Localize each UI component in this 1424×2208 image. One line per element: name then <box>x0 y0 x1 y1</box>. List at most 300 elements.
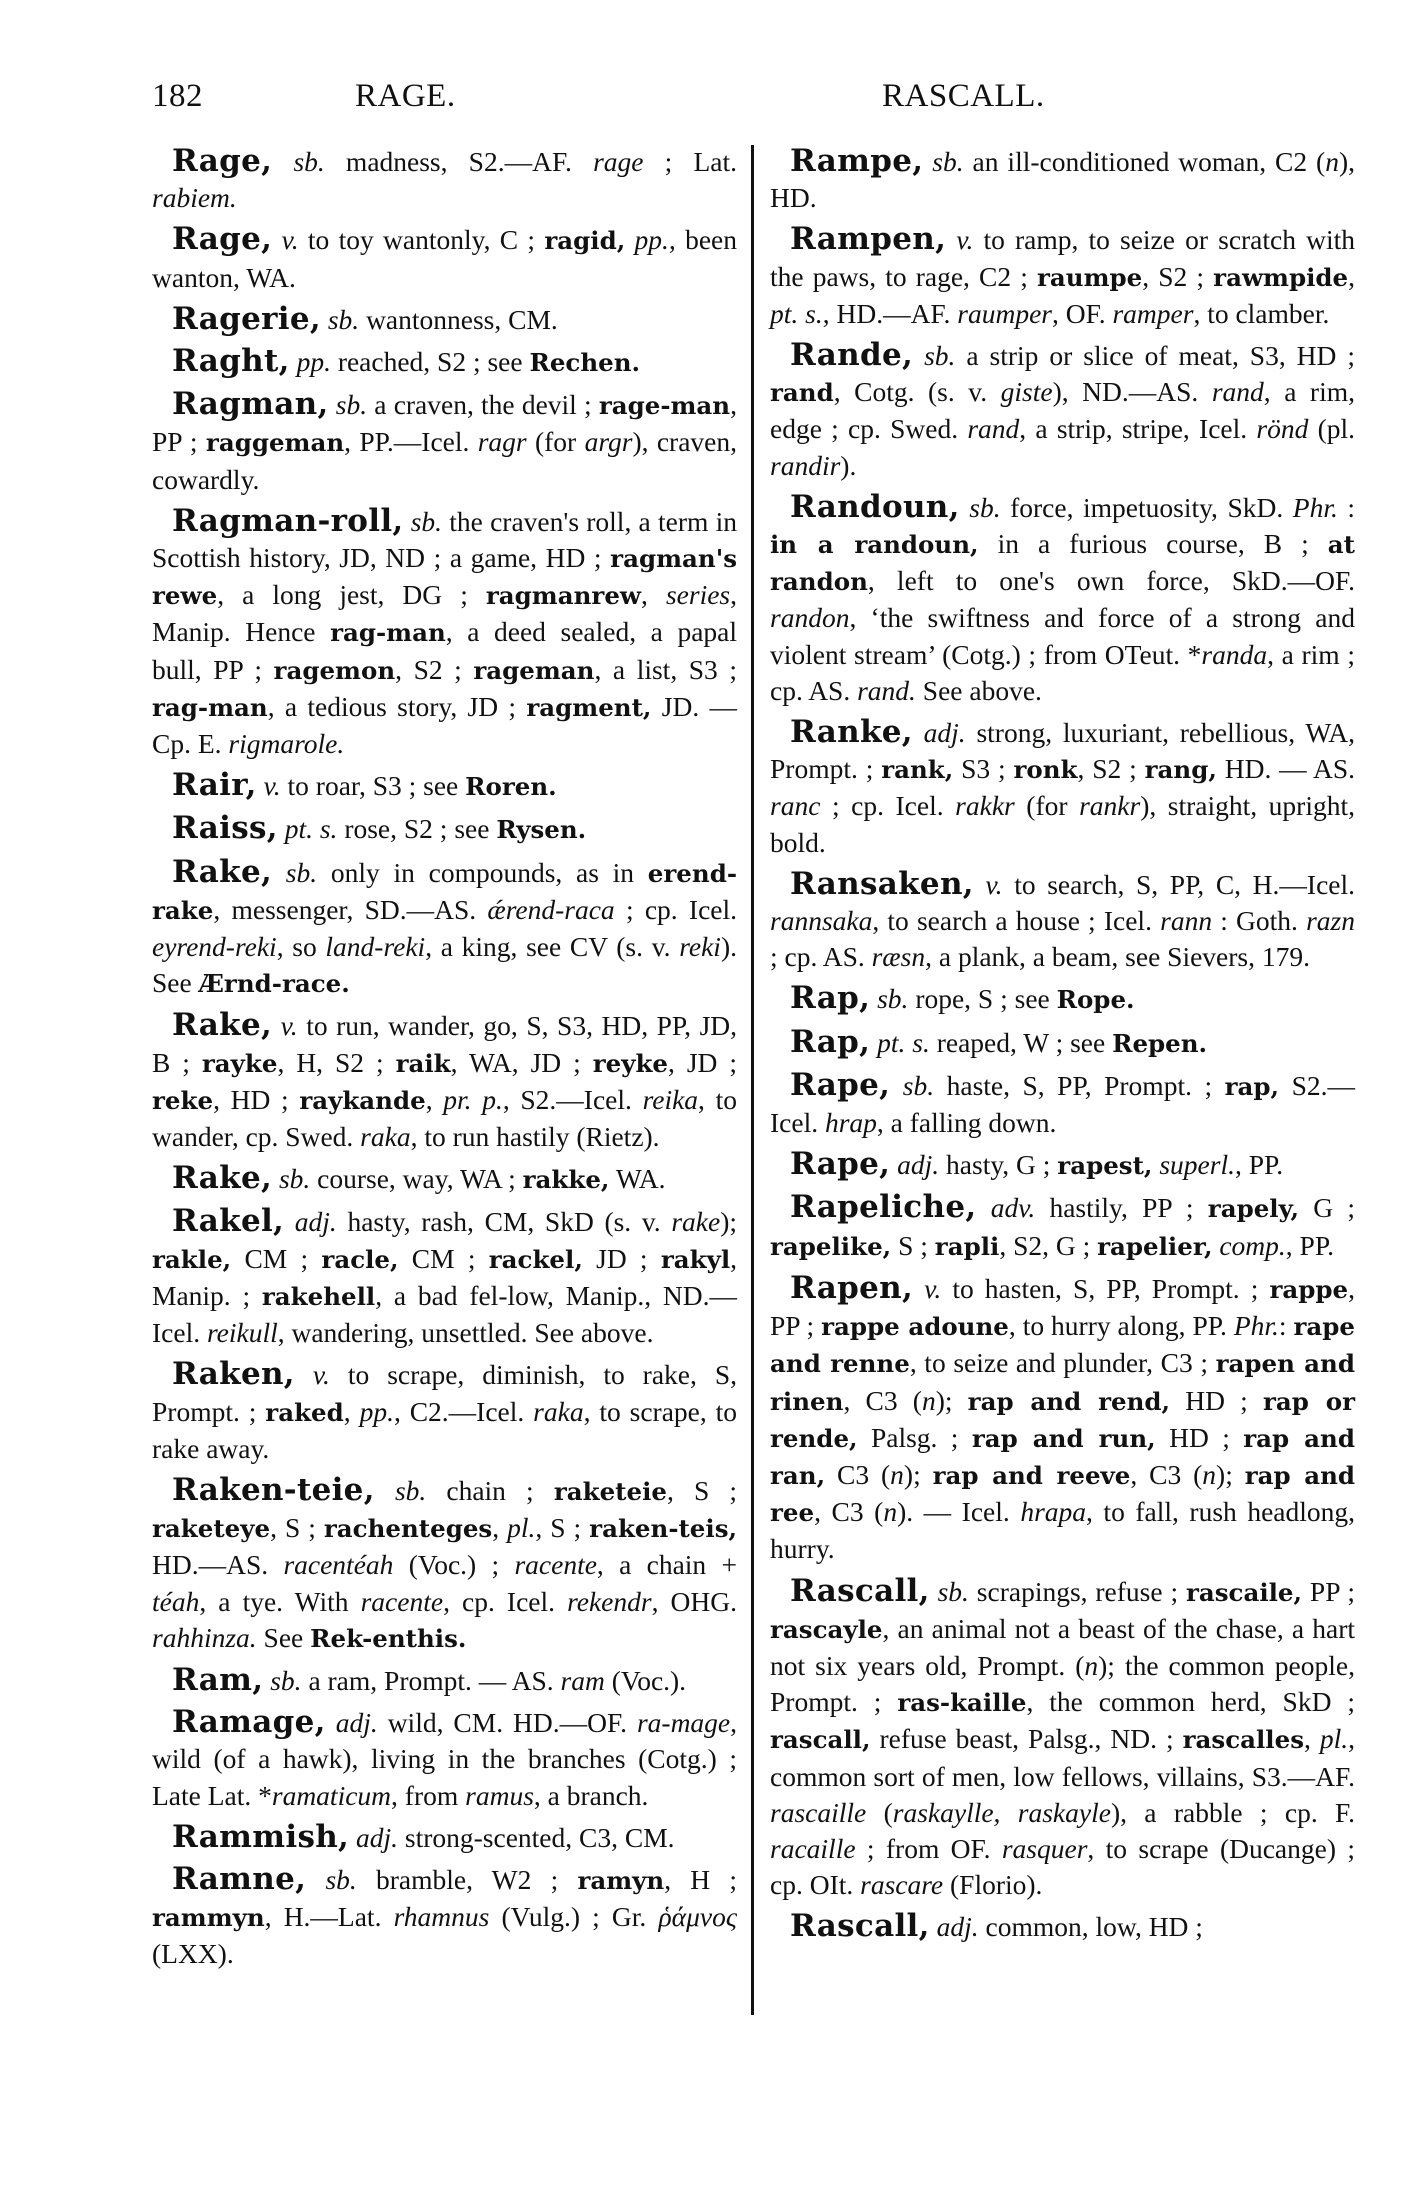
body-text: an ill-conditioned woman, C2 ( <box>963 146 1326 177</box>
dictionary-entry <box>152 503 737 762</box>
body-text: , HD ; <box>213 1083 300 1115</box>
body-text: wild, CM. HD.—OF. <box>377 1707 637 1739</box>
body-text: , a falling down. <box>876 1107 1057 1139</box>
italic-text: hrap <box>824 1107 877 1139</box>
bold-form: rap and reeve <box>932 1460 1131 1490</box>
bold-form: rapen and rinen <box>770 1349 1355 1416</box>
body-text: , a king, see CV (s. v. <box>425 931 680 963</box>
headword: Rage, <box>172 143 273 179</box>
dictionary-entry <box>770 1573 1355 1904</box>
italic-text: randa <box>1201 638 1268 670</box>
body-text <box>284 1206 295 1237</box>
bold-form: rap and ree <box>770 1460 1356 1528</box>
bold-form: rag-man <box>152 692 268 722</box>
italic-text: ræsn <box>871 941 926 973</box>
bold-form: ras-kaille <box>897 1688 1027 1718</box>
column-divider <box>751 145 754 2015</box>
italic-text: sb. <box>877 983 909 1015</box>
italic-text: rigmarole. <box>228 728 345 760</box>
body-text <box>930 1576 938 1607</box>
italic-text: raka <box>360 1121 411 1153</box>
bold-form: ronk <box>1013 755 1078 785</box>
body-text: the craven's roll, a term in Scottish history, JD, ND ; a game, HD ; <box>152 505 737 574</box>
headword: Raiss, <box>172 810 278 847</box>
body-text <box>295 1359 313 1390</box>
bold-form: raketeie <box>553 1476 667 1506</box>
bold-form: ragman's rewe <box>152 544 737 611</box>
body-text: , wandering, unsettled. See above. <box>277 1317 654 1349</box>
headword: Rake, <box>172 853 273 890</box>
italic-text: sb. <box>937 1575 969 1607</box>
body-text <box>278 813 285 844</box>
body-text: , <box>641 579 666 611</box>
body-text: , messenger, SD.—AS. <box>213 893 488 925</box>
italic-text: rekendr <box>567 1585 652 1617</box>
dictionary-entry <box>152 301 737 338</box>
headword: Raght, <box>172 343 290 380</box>
body-text: course, way, WA ; <box>310 1163 523 1195</box>
body-text: (Voc.). <box>604 1664 687 1696</box>
body-text: , H.—Lat. <box>264 1901 394 1933</box>
body-text: , a tedious story, JD ; <box>267 690 527 722</box>
italic-text: razn <box>1306 905 1355 937</box>
body-text: , to hurry along, PP. <box>1008 1310 1234 1342</box>
body-text: , <box>425 1083 444 1115</box>
body-text: : <box>1337 491 1356 523</box>
body-text: ; cp. Icel. <box>820 790 956 822</box>
dictionary-entry <box>770 1908 1355 1945</box>
body-text: , OF. <box>1052 297 1113 329</box>
bold-form: rayke <box>201 1048 278 1078</box>
italic-text: racaille <box>770 1832 856 1864</box>
italic-text: sb. <box>394 1474 427 1506</box>
body-text: scrapings, refuse ; <box>968 1575 1186 1607</box>
body-text: See above. <box>915 674 1042 706</box>
headword: Rap, <box>790 1023 871 1060</box>
italic-text: sb. <box>924 340 956 372</box>
italic-text: adv. <box>990 1192 1036 1224</box>
bold-form: rappe adoune <box>821 1312 1009 1342</box>
italic-text: pr. p. <box>443 1083 503 1115</box>
body-text: , C2.—Icel. <box>393 1395 534 1427</box>
body-text <box>272 224 281 255</box>
body-text: , Cotg. (s. v. <box>833 376 1001 408</box>
dictionary-entry <box>152 143 737 216</box>
italic-text: n <box>921 1384 936 1416</box>
dictionary-entry <box>152 1704 737 1814</box>
body-text: rose, S2 ; see <box>337 813 497 845</box>
dictionary-entry <box>770 1146 1355 1184</box>
italic-text: pp. <box>359 1395 394 1427</box>
italic-text: sb. <box>270 1664 302 1696</box>
body-text: ). — Icel. <box>897 1496 1021 1528</box>
headword: Ragman, <box>172 386 329 423</box>
italic-text: comp. <box>1219 1229 1286 1261</box>
italic-text: sb. <box>285 856 318 888</box>
italic-text: reikull <box>206 1317 278 1349</box>
italic-text: Phr. <box>1292 491 1338 523</box>
dictionary-entry <box>152 1007 737 1155</box>
headword: Rakel, <box>172 1203 285 1240</box>
italic-text: rand <box>967 413 1020 445</box>
italic-text: rankr <box>1079 790 1141 822</box>
body-text <box>923 146 932 177</box>
headword: Rake, <box>172 1160 273 1197</box>
italic-text: adj. <box>936 1911 979 1943</box>
body-text: wantonness, CM. <box>359 303 558 335</box>
italic-text: adj. <box>356 1821 399 1853</box>
body-text: CM ; <box>231 1242 322 1274</box>
headword: Ranke, <box>790 714 913 751</box>
body-text <box>326 1707 336 1738</box>
headword: Ramne, <box>172 1860 307 1897</box>
bold-form: in a randoun, <box>770 530 979 560</box>
body-text: common, low, HD ; <box>978 1911 1203 1943</box>
dictionary-entry <box>770 866 1355 976</box>
italic-text: adj. <box>923 717 966 749</box>
italic-text: pl. <box>507 1512 536 1544</box>
body-text: , <box>343 1395 360 1427</box>
body-text: , S ; <box>666 1474 738 1506</box>
italic-text: n <box>890 1458 904 1490</box>
bold-form: reyke <box>592 1048 669 1078</box>
body-text: , C3 ( <box>843 1384 922 1416</box>
bold-form: rap, <box>1224 1071 1280 1101</box>
italic-text: pp. <box>296 346 331 378</box>
body-text: (for <box>1014 790 1080 822</box>
italic-text: n <box>1084 1649 1099 1681</box>
body-text: , a strip, stripe, Icel. <box>1019 413 1257 445</box>
body-text: , C3 ( <box>1130 1458 1203 1490</box>
bold-form: racle, <box>321 1244 399 1274</box>
body-text: , a rim, edge ; cp. Swed. <box>770 376 1355 445</box>
body-text: madness, S2.—AF. <box>324 146 594 177</box>
italic-text: v. <box>312 1359 330 1391</box>
headword: Raken, <box>172 1356 295 1393</box>
body-text: ), ND.—AS. <box>1052 376 1212 408</box>
bold-form: rapli <box>934 1231 1000 1261</box>
body-text: , to scrape (Ducange) ; cp. OIt. <box>770 1832 1355 1901</box>
body-text: , wild (of a hawk), living in the branches (Cotg.) ; Late Lat. * <box>152 1707 738 1811</box>
headword: Rair, <box>172 767 257 804</box>
italic-text: v. <box>280 1010 298 1042</box>
bold-form: ramyn <box>577 1865 665 1895</box>
headword: Rampen, <box>790 221 947 258</box>
bold-form: rackel, <box>488 1244 583 1274</box>
dictionary-entry <box>770 489 1355 709</box>
body-text: , a rim ; cp. AS. <box>770 638 1355 706</box>
italic-text: rönd <box>1256 413 1309 445</box>
body-text: , S2 ; <box>395 653 474 685</box>
body-text: , a list, S3 ; <box>594 653 737 685</box>
body-text: a strip or slice of meat, S3, HD ; <box>955 340 1355 372</box>
body-text: HD ; <box>1155 1421 1244 1453</box>
dictionary-entry <box>770 714 1355 861</box>
body-text: , S ; <box>270 1512 324 1544</box>
bold-form: rammyn <box>152 1903 265 1933</box>
dictionary-entry <box>770 221 1355 332</box>
body-text: ), straight, upright, bold. <box>770 790 1356 858</box>
headword: Rake, <box>172 1007 273 1044</box>
italic-text: reki <box>679 931 721 963</box>
bold-form: ragid, <box>544 226 626 256</box>
body-text: , PP ; <box>152 389 737 458</box>
body-text: refuse beast, Palsg., ND. ; <box>870 1723 1183 1755</box>
bold-form: raketeye <box>152 1514 271 1544</box>
body-text: ); <box>720 1206 737 1238</box>
body-text: ); <box>1216 1458 1245 1490</box>
body-text: hastily, PP ; <box>1035 1192 1208 1224</box>
bold-form: at randon <box>770 530 1355 597</box>
headword: Ragman-roll, <box>172 502 404 539</box>
italic-text: pt. s. <box>770 297 823 329</box>
body-text: bramble, W2 ; <box>356 1863 578 1895</box>
italic-text: ramaticum <box>271 1779 392 1811</box>
bold-form: rapelike, <box>770 1231 892 1261</box>
right-running-head: RASCALL. <box>882 78 1045 114</box>
body-text: , a chain + <box>596 1549 737 1581</box>
italic-text: racente <box>360 1585 444 1617</box>
body-text: , a branch. <box>533 1779 649 1811</box>
body-text: , PP. <box>1285 1229 1334 1261</box>
body-text: , ‘the swiftness and force of a strong and violent stream’ (Cotg.) ; from OTeut. * <box>770 602 1355 670</box>
italic-text: rann <box>1160 905 1213 937</box>
body-text <box>290 346 297 377</box>
italic-text: rannsaka <box>770 905 873 937</box>
body-text: : Goth. <box>1212 905 1307 937</box>
headword: Rapen, <box>790 1269 914 1306</box>
body-text: , left to one's own force, SkD.—OF. <box>867 565 1355 597</box>
dictionary-entry <box>152 854 737 1003</box>
headword: Ragerie, <box>172 300 321 337</box>
body-text: ), HD. <box>770 146 1356 214</box>
body-text: rope, S ; see <box>908 983 1057 1015</box>
body-text: , PP.—Icel. <box>344 426 478 458</box>
bold-form: Rek-enthis. <box>310 1623 467 1653</box>
italic-text: rasquer <box>1001 1832 1088 1864</box>
bold-form: rap and run, <box>971 1423 1156 1453</box>
dictionary-entry <box>152 1819 737 1856</box>
italic-text: sb. <box>932 146 964 177</box>
dictionary-entry <box>152 386 737 498</box>
body-text: reached, S2 ; see <box>330 346 530 378</box>
dictionary-entry <box>152 343 737 381</box>
bold-form: rascalles <box>1182 1725 1304 1755</box>
body-text: , to clamber. <box>1193 297 1330 329</box>
running-header <box>0 78 1424 128</box>
body-text: (Florio). <box>943 1869 1043 1901</box>
italic-text: n <box>883 1496 898 1528</box>
body-text: , a long jest, DG ; <box>217 579 486 611</box>
italic-text: pl. <box>1319 1723 1349 1755</box>
body-text: , <box>1348 260 1355 292</box>
body-text: hasty, rash, CM, SkD (s. v. <box>336 1206 672 1238</box>
body-text: HD. — AS. <box>1216 753 1356 785</box>
body-text: ); the common people, Prompt. ; <box>770 1649 1355 1718</box>
italic-text: sb. <box>902 1069 935 1101</box>
body-text: haste, S, PP, Prompt. ; <box>934 1069 1225 1101</box>
italic-text: rascare <box>860 1869 944 1901</box>
page-number: 182 <box>152 78 203 114</box>
bold-form: rap or rende, <box>770 1386 1355 1453</box>
bold-form: Rope. <box>1056 985 1135 1015</box>
body-text: been wanton, WA. <box>152 224 737 293</box>
italic-text: rascaille <box>770 1796 867 1828</box>
dictionary-entry <box>152 1160 737 1198</box>
body-text <box>272 1010 281 1041</box>
bold-form: rand <box>770 378 834 408</box>
dictionary-entry <box>770 337 1355 484</box>
italic-text: sb. <box>410 505 443 537</box>
body-text: to scrape, diminish, to rake, S, Prompt. ; <box>152 1359 737 1427</box>
body-text: , HD.—AF. <box>822 297 958 329</box>
italic-text: argr <box>584 426 633 458</box>
body-text: (LXX). <box>152 1938 234 1970</box>
italic-text: giste <box>1000 376 1053 408</box>
body-text: strong, luxuriant, rebellious, WA, Prompt. ; <box>770 717 1355 785</box>
dictionary-entry <box>152 1203 737 1351</box>
body-text: PP ; <box>1302 1575 1355 1607</box>
body-text: S ; <box>891 1229 935 1261</box>
body-text <box>272 857 286 888</box>
body-text <box>375 1475 395 1506</box>
italic-text: raumper <box>957 297 1052 329</box>
body-text: hasty, G ; <box>939 1149 1058 1181</box>
headword: Ram, <box>172 1661 264 1698</box>
bold-form: raykande <box>299 1085 426 1115</box>
dictionary-entry <box>152 1662 737 1699</box>
italic-text: ragr <box>477 426 527 458</box>
dictionary-entry <box>770 1067 1355 1141</box>
bold-form: rachenteges <box>323 1514 493 1544</box>
italic-text: pt. s. <box>284 813 338 845</box>
body-text: : <box>1278 1310 1294 1342</box>
body-text: ). See <box>152 931 737 999</box>
italic-text: superl. <box>1159 1149 1235 1181</box>
body-text: , PP ; <box>770 1272 1355 1342</box>
body-text: , a plank, a beam, see Sievers, 179. <box>925 941 1310 973</box>
italic-text: sb. <box>293 146 325 177</box>
body-text: JD. —Cp. E. <box>152 690 738 760</box>
body-text: ); <box>903 1458 933 1490</box>
body-text: S2.—Icel. <box>770 1069 1356 1139</box>
body-text: WA. <box>609 1163 666 1195</box>
headword: Rammish, <box>172 1818 350 1855</box>
body-text: , the common herd, SkD ; <box>1026 1686 1355 1718</box>
body-text: , so <box>276 931 326 963</box>
bold-form: Roren. <box>465 772 557 802</box>
italic-text: eyrend-reki <box>152 931 277 963</box>
bold-form: ragment, <box>526 692 652 722</box>
italic-text: v. <box>924 1272 942 1304</box>
body-text <box>625 224 634 255</box>
body-text: ; from OF. <box>855 1832 1002 1864</box>
bold-form: rageman <box>473 655 595 685</box>
dictionary-entry <box>152 221 737 295</box>
body-text: ), craven, cowardly. <box>152 426 737 495</box>
italic-text: v. <box>956 224 974 256</box>
dictionary-entry <box>770 1270 1355 1568</box>
italic-text: raka <box>533 1395 584 1427</box>
bold-form: rapely, <box>1207 1194 1300 1224</box>
bold-form: raggeman <box>205 428 345 458</box>
italic-text: sb. <box>969 491 1001 523</box>
body-text: C3 ( <box>825 1458 891 1490</box>
italic-text: hrapa <box>1020 1496 1087 1528</box>
body-text: , to wander, cp. Swed. <box>152 1083 737 1153</box>
italic-text: adj. <box>335 1707 378 1739</box>
bold-form: ragemon <box>273 655 396 685</box>
headword: Rape, <box>790 1146 891 1183</box>
bold-form: rap and ran, <box>770 1423 1355 1490</box>
bold-form: rape and renne <box>770 1312 1356 1379</box>
headword: Rande, <box>790 337 914 374</box>
bold-form: raik <box>395 1048 451 1078</box>
body-text: , an animal not a beast of the chase, a hart not six years old, Prompt. ( <box>770 1612 1355 1681</box>
italic-text: series <box>665 579 731 611</box>
italic-text: raskaylle, raskayle <box>892 1796 1111 1828</box>
body-text <box>257 770 264 801</box>
headword: Raken-teie, <box>172 1471 375 1508</box>
body-text <box>890 1070 903 1101</box>
bold-form: Rysen. <box>496 815 587 845</box>
body-text: to run, wander, go, S, S3, HD, PP, JD, B ; <box>152 1010 738 1078</box>
italic-text: rand <box>1211 376 1264 408</box>
italic-text: racentéah <box>283 1549 394 1581</box>
body-text: , to seize and plunder, C3 ; <box>909 1347 1216 1379</box>
body-text: (Vulg.) ; Gr. <box>489 1901 659 1933</box>
left-running-head: RAGE. <box>355 78 456 114</box>
bold-form: reke <box>152 1085 214 1115</box>
italic-text: randon <box>770 602 850 634</box>
body-text: to ramp, to seize or scratch with the paws, to rage, C2 ; <box>770 224 1355 292</box>
body-text <box>913 717 924 748</box>
bold-form: rapelier, <box>1097 1231 1213 1261</box>
italic-text: pt. s. <box>877 1026 930 1058</box>
body-text: , common sort of men, low fellows, villains, S3.—AF. <box>770 1723 1356 1792</box>
headword: Rage, <box>172 221 273 258</box>
body-text: reaped, W ; see <box>929 1026 1113 1058</box>
italic-text: ramus <box>465 1779 534 1811</box>
body-text: , cp. Icel. <box>443 1585 568 1617</box>
headword: Ransaken, <box>790 865 974 902</box>
italic-text: rabiem. <box>152 182 237 214</box>
italic-text: ram <box>560 1664 605 1696</box>
dictionary-entry <box>770 1024 1355 1062</box>
bold-form: Ærnd-race. <box>198 969 350 999</box>
headword: Rampe, <box>790 143 924 179</box>
italic-text: adj. <box>294 1206 337 1238</box>
headword: Rascall, <box>790 1908 930 1945</box>
italic-text: rage <box>593 146 644 177</box>
body-text: ); <box>935 1384 968 1416</box>
body-text: to search, S, PP, C, H.—Icel. <box>1002 868 1355 900</box>
body-text: , from <box>391 1779 466 1811</box>
body-text: strong-scented, C3, CM. <box>398 1821 675 1853</box>
body-text: , PP. <box>1234 1149 1284 1181</box>
bold-form: erend-rake <box>152 858 737 925</box>
body-text: in a furious course, B ; <box>978 528 1328 560</box>
italic-text: rahhinza. <box>152 1621 257 1653</box>
italic-text: racente <box>514 1549 597 1581</box>
italic-text: sb. <box>278 1163 311 1195</box>
italic-text: sb. <box>327 303 360 335</box>
bold-form: Rechen. <box>529 348 641 378</box>
body-text: , S2.—Icel. <box>502 1083 643 1115</box>
italic-text: ranc <box>770 790 821 822</box>
italic-text: adj. <box>897 1149 940 1181</box>
dictionary-entry <box>152 1861 737 1973</box>
